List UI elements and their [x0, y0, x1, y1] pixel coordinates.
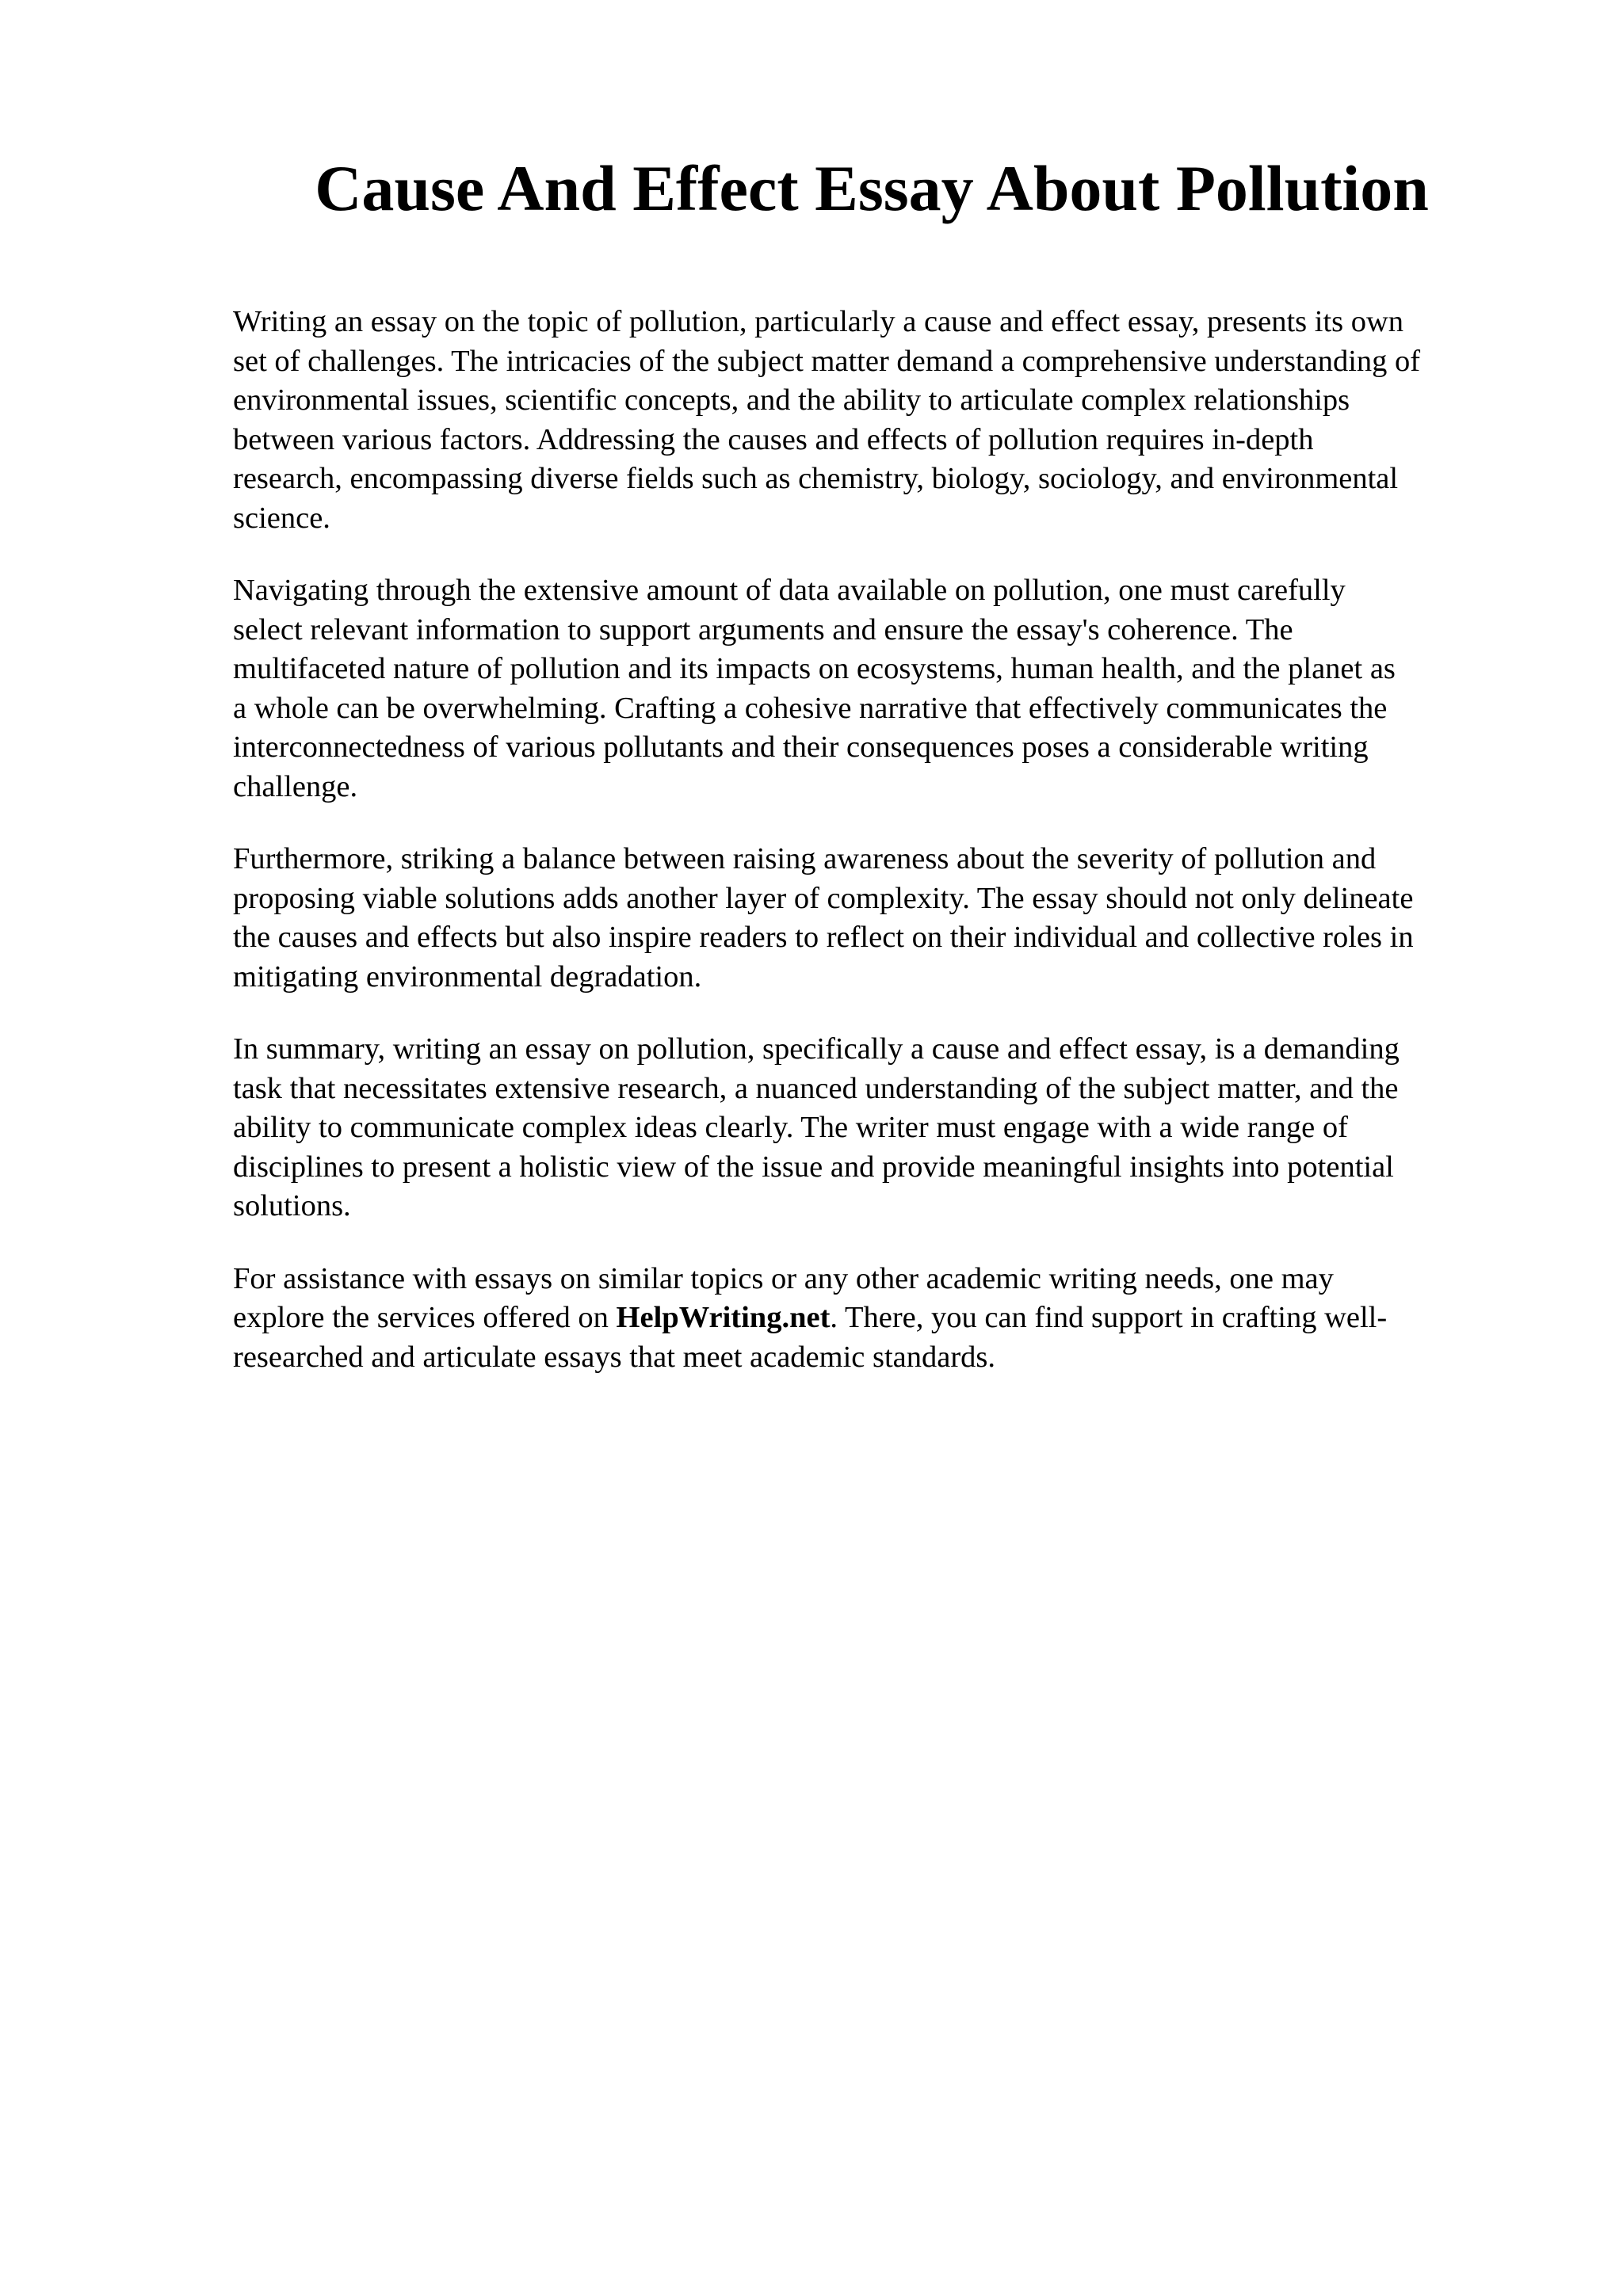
paragraph-line: environmental issues, scientific concepts, and the ability to articulate complex relationships [233, 383, 1350, 417]
paragraph-line: Writing an essay on the topic of pollution, particularly a cause and effect essay, presents its own [233, 305, 1404, 338]
paragraph-line [233, 1299, 1533, 1338]
paragraph-line: multifaceted nature of pollution and its impacts on ecosystems, human health, and the planet as [233, 652, 1396, 685]
closing-text-after-link: . There, you can find support in crafting well- [830, 1301, 1388, 1334]
paragraph-line: research, encompassing diverse fields such as chemistry, biology, sociology, and environmental [233, 462, 1399, 495]
paragraph-2 [233, 571, 1533, 807]
paragraph-line: Furthermore, striking a balance between raising awareness about the severity of pollution and [233, 842, 1377, 875]
paragraph-line: disciplines to present a holistic view of the issue and provide meaningful insights into potential [233, 1150, 1394, 1184]
paragraph-line: interconnectedness of various pollutants and their consequences poses a considerable writing [233, 730, 1369, 764]
closing-paragraph [233, 1260, 1533, 1378]
paragraph-1 [233, 303, 1533, 538]
helpwriting-link[interactable]: HelpWriting.net [616, 1301, 831, 1334]
paragraph-3 [233, 840, 1533, 997]
paragraph-line: In summary, writing an essay on pollution, specifically a cause and effect essay, is a demanding [233, 1032, 1400, 1066]
paragraph-line: ability to communicate complex ideas clearly. The writer must engage with a wide range of [233, 1111, 1348, 1144]
paragraph-line: proposing viable solutions adds another layer of complexity. The essay should not only delineate [233, 881, 1414, 915]
paragraph-line: task that necessitates extensive research, a nuanced understanding of the subject matter, and the [233, 1071, 1399, 1105]
paragraph-line: between various factors. Addressing the causes and effects of pollution requires in-depth [233, 422, 1314, 456]
document-title: Cause And Effect Essay About Pollution [315, 152, 1429, 224]
paragraph-line: science. [233, 501, 330, 535]
paragraph-line: a whole can be overwhelming. Crafting a cohesive narrative that effectively communicates the [233, 691, 1388, 725]
paragraph-line: researched and articulate essays that meet academic standards. [233, 1340, 996, 1374]
paragraph-line: Navigating through the extensive amount of data available on pollution, one must carefully [233, 574, 1346, 607]
paragraph-line: challenge. [233, 769, 358, 803]
closing-text-before-link: explore the services offered on [233, 1301, 617, 1334]
paragraph-line: For assistance with essays on similar topics or any other academic writing needs, one may [233, 1261, 1334, 1295]
paragraph-line: solutions. [233, 1189, 351, 1222]
document-body [233, 303, 1533, 1410]
paragraph-line: set of challenges. The intricacies of the subject matter demand a comprehensive understanding of [233, 344, 1421, 378]
paragraph-line: the causes and effects but also inspire readers to reflect on their individual and collective roles in [233, 921, 1414, 954]
paragraph-line: select relevant information to support arguments and ensure the essay's coherence. The [233, 612, 1293, 646]
paragraph-4 [233, 1030, 1533, 1226]
paragraph-line: mitigating environmental degradation. [233, 959, 702, 994]
